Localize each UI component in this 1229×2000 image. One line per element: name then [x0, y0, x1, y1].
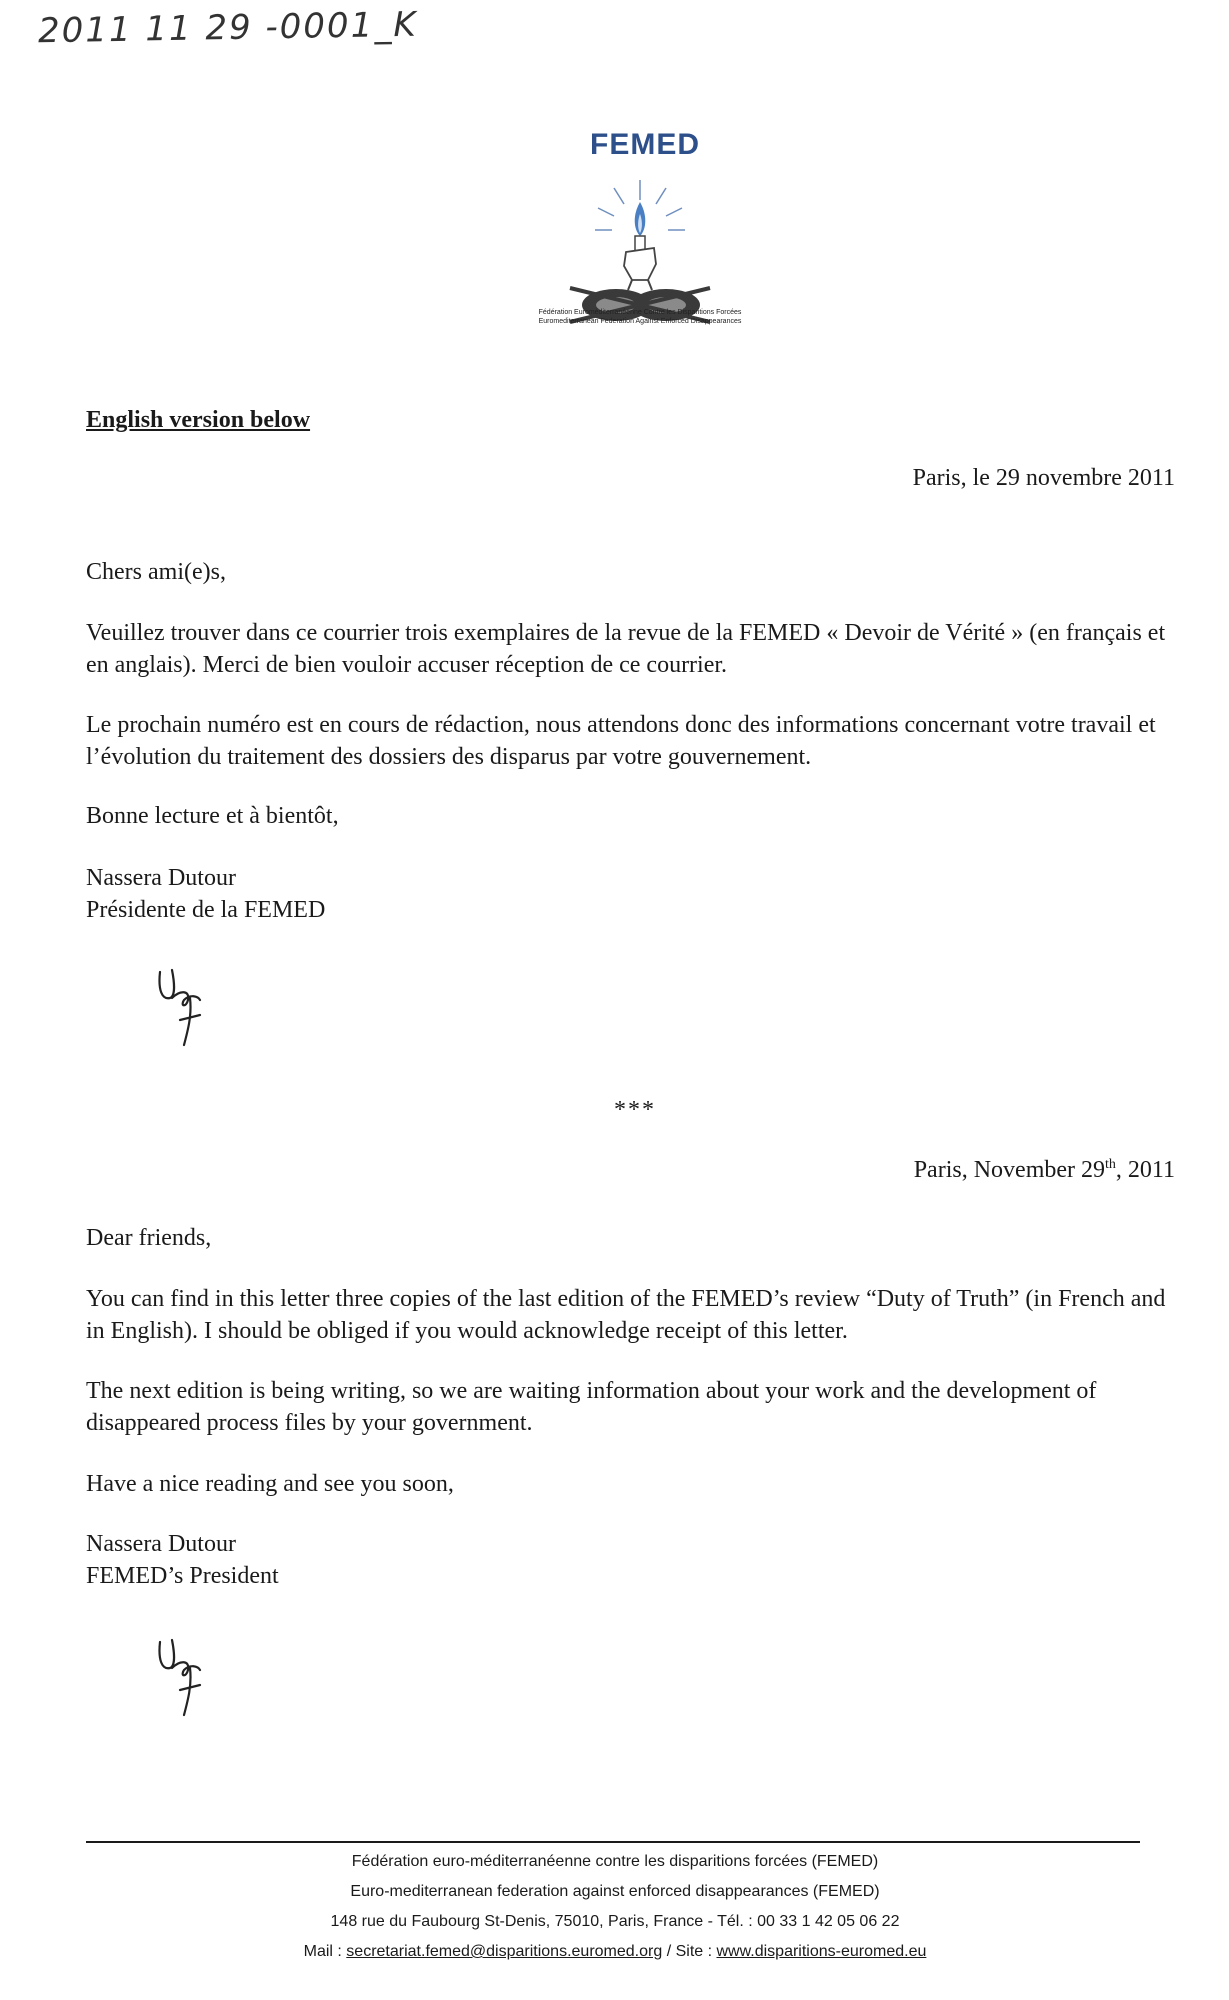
french-signer-name: Nassera Dutour [86, 865, 236, 891]
french-date: Paris, le 29 novembre 2011 [912, 465, 1175, 491]
footer-line-fr: Fédération euro-méditerranéenne contre les disparitions forcées (FEMED) [351, 1853, 879, 1870]
logo-caption-fr: Fédération Euroméditerranéenne Contre les Disparitions Forcées [538, 309, 742, 316]
english-greeting: Dear friends, [86, 1225, 212, 1251]
english-date [914, 1157, 1175, 1184]
logo-caption-en: Euromediterranean Federation Against Enforced Disappearances [538, 318, 742, 325]
english-date-ordinal: th [1105, 1157, 1116, 1172]
footer-line-en: Euro-mediterranean federation against enforced disappearances (FEMED) [350, 1883, 880, 1900]
footer-divider [86, 1841, 1140, 1843]
handwritten-reference: 2011 11 29 -0001_K [37, 4, 418, 52]
logo-caption [505, 308, 775, 326]
footer-contact [200, 1942, 1030, 1962]
logo-wordmark: FEMED [590, 128, 700, 161]
footer-website-link[interactable]: www.disparitions-euromed.eu [716, 1943, 927, 1960]
footer-email-link[interactable]: secretariat.femed@disparitions.euromed.org [346, 1943, 663, 1960]
footer-address: 148 rue du Faubourg St-Denis, 75010, Paris, France - Tél. : 00 33 1 42 05 06 22 [330, 1913, 900, 1930]
french-paragraph-2: Le prochain numéro est en cours de rédaction, nous attendons donc des informations concernant votre travail et l’évolution du traitement des dossiers des disparus par votre gouvernement. [86, 712, 1156, 770]
english-date-prefix: Paris, November 29 [913, 1157, 1105, 1183]
french-paragraph-1: Veuillez trouver dans ce courrier trois exemplaires de la revue de la FEMED « Devoir de Vérité » (en français et en anglais). Merci de bien vouloir accuser réception de ce courrier. [86, 620, 1166, 678]
english-paragraph-2: The next edition is being writing, so we are waiting information about your work and the development of disappeared process files by your government. [86, 1378, 1097, 1436]
english-signer-title: FEMED’s President [86, 1563, 279, 1589]
english-date-suffix: , 2011 [1115, 1157, 1175, 1183]
english-closing: Have a nice reading and see you soon, [86, 1471, 454, 1497]
french-greeting: Chers ami(e)s, [86, 559, 226, 585]
footer-site-label: / Site : [662, 1943, 717, 1960]
english-version-note: English version below [86, 407, 311, 433]
section-separator: *** [614, 1097, 656, 1123]
french-closing: Bonne lecture et à bientôt, [86, 803, 339, 829]
handwritten-signature-icon [150, 960, 230, 1050]
footer-mail-label: Mail : [303, 1943, 347, 1960]
french-signer-title: Présidente de la FEMED [86, 897, 326, 923]
english-paragraph-1: You can find in this letter three copies of the last edition of the FEMED’s review “Duty of Truth” (in French and in English). I should be obliged if you would acknowledge receipt of this letter. [86, 1286, 1166, 1344]
handwritten-signature-icon [150, 1630, 230, 1720]
english-signer-name: Nassera Dutour [86, 1531, 236, 1557]
